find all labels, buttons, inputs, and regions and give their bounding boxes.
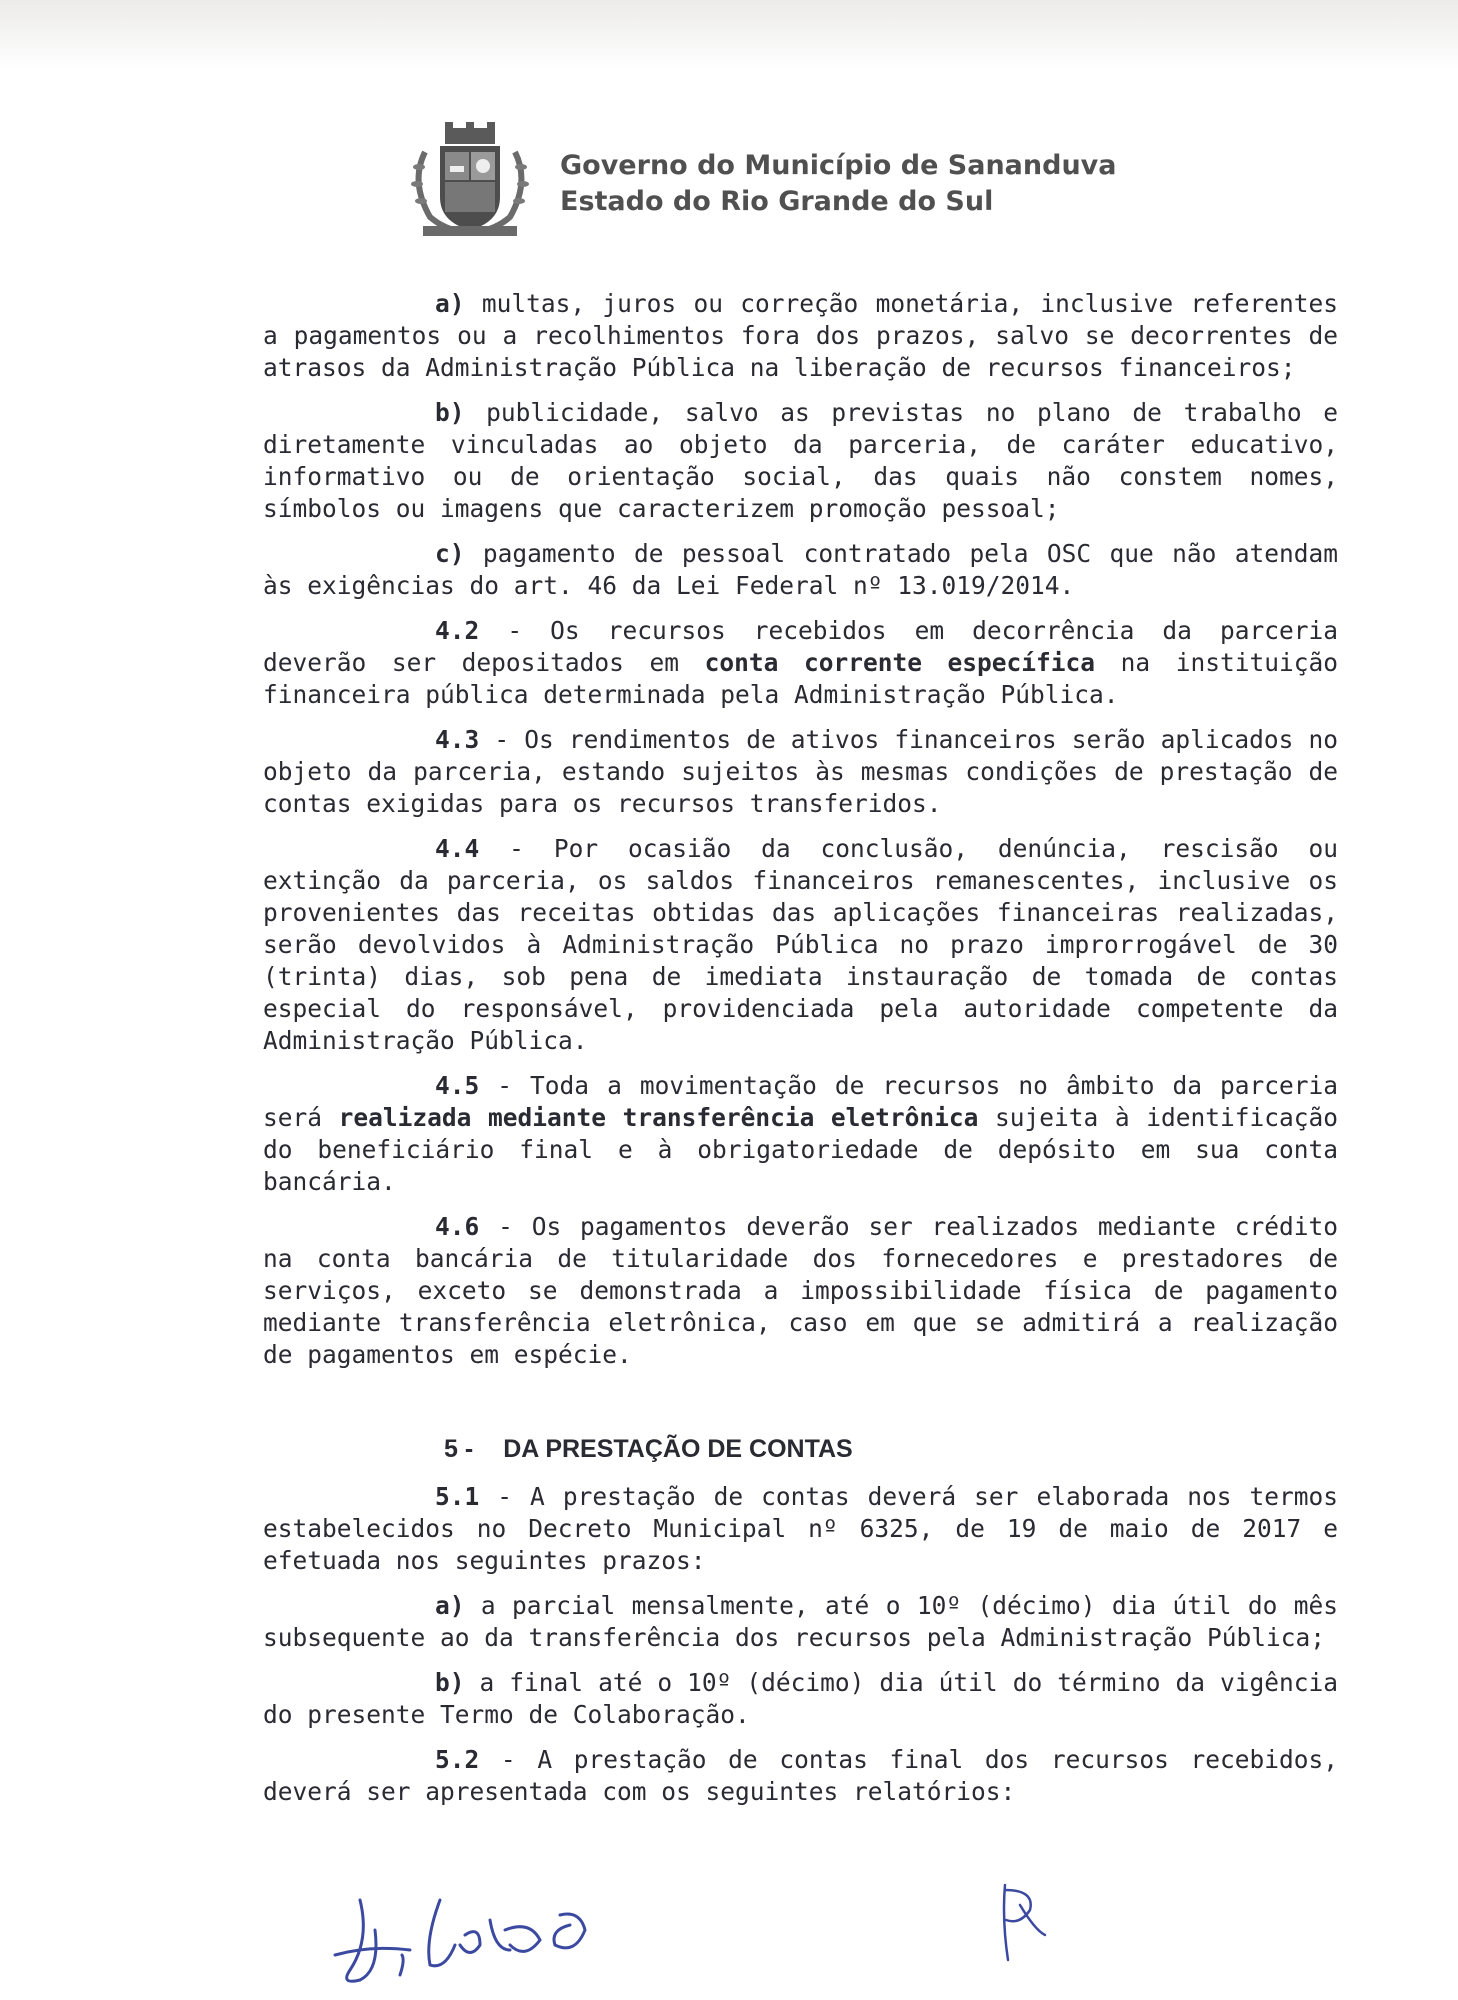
signature-initials-left [335, 1900, 585, 1981]
letterhead [405, 122, 1205, 242]
state-name: Estado do Rio Grande do Sul [560, 186, 994, 217]
signature-initials-right [1004, 1885, 1045, 1960]
clause-item: b) a final até o 10º (décimo) dia útil do término da vigência do presente Termo de Colaboração. [263, 1668, 1338, 1729]
clause-4-5: 4.5 - Toda a movimentação de recursos no âmbito da parceria será realizada mediante transferência eletrônica sujeita à identificação do beneficiário final e à obrigatoriedade de depósito em sua conta bancária. [263, 1071, 1338, 1196]
clause-item: a) a parcial mensalmente, até o 10º (décimo) dia útil do mês subsequente ao da transferência dos recursos pela Administração Pública; [263, 1591, 1338, 1652]
scan-edge-shadow [0, 0, 1458, 70]
document-body [263, 288, 1338, 1821]
section-heading: 5 - DA PRESTAÇÃO DE CONTAS [444, 1435, 853, 1463]
municipal-coat-of-arms-icon [405, 122, 535, 240]
clause-5-1: 5.1 - A prestação de contas deverá ser elaborada nos termos estabelecidos no Decreto Municipal nº 6325, de 19 de maio de 2017 e efetuada nos seguintes prazos: [263, 1482, 1338, 1575]
government-name: Governo do Município de Sananduva [560, 150, 1117, 181]
clause-item: b) publicidade, salvo as previstas no plano de trabalho e diretamente vinculadas ao objeto da parceria, de caráter educativo, informativo ou de orientação social, das quais não constem nomes, símbolos ou imagens que caracterizem promoção pessoal; [263, 398, 1338, 523]
clause-4-4: 4.4 - Por ocasião da conclusão, denúncia, rescisão ou extinção da parceria, os saldos financeiros remanescentes, inclusive os provenientes das receitas obtidas das aplicações financeiras realizadas, serão devolvidos à Administração Pública no prazo improrrogável de 30 (trinta) dias, sob pena de imediata instauração de tomada de contas especial do responsável, providenciada pela autoridade competente da Administração Pública. [263, 834, 1338, 1055]
clause-item: c) pagamento de pessoal contratado pela OSC que não atendam às exigências do art. 46 da Lei Federal nº 13.019/2014. [263, 539, 1338, 600]
clause-item: a) multas, juros ou correção monetária, inclusive referentes a pagamentos ou a recolhimentos fora dos prazos, salvo se decorrentes de atrasos da Administração Pública na liberação de recursos financeiros; [263, 289, 1338, 382]
clause-4-6: 4.6 - Os pagamentos deverão ser realizados mediante crédito na conta bancária de titularidade dos fornecedores e prestadores de serviços, exceto se demonstrada a impossibilidade física de pagamento mediante transferência eletrônica, caso em que se admitirá a realização de pagamentos em espécie. [263, 1212, 1338, 1369]
clause-4-2: 4.2 - Os recursos recebidos em decorrência da parceria deverão ser depositados em conta corrente específica na instituição financeira pública determinada pela Administração Pública. [263, 616, 1338, 709]
handwritten-signatures [330, 1860, 1130, 2000]
clause-4-3: 4.3 - Os rendimentos de ativos financeiros serão aplicados no objeto da parceria, estando sujeitos às mesmas condições de prestação de contas exigidas para os recursos transferidos. [263, 725, 1338, 818]
clause-5-2: 5.2 - A prestação de contas final dos recursos recebidos, deverá ser apresentada com os seguintes relatórios: [263, 1745, 1338, 1806]
